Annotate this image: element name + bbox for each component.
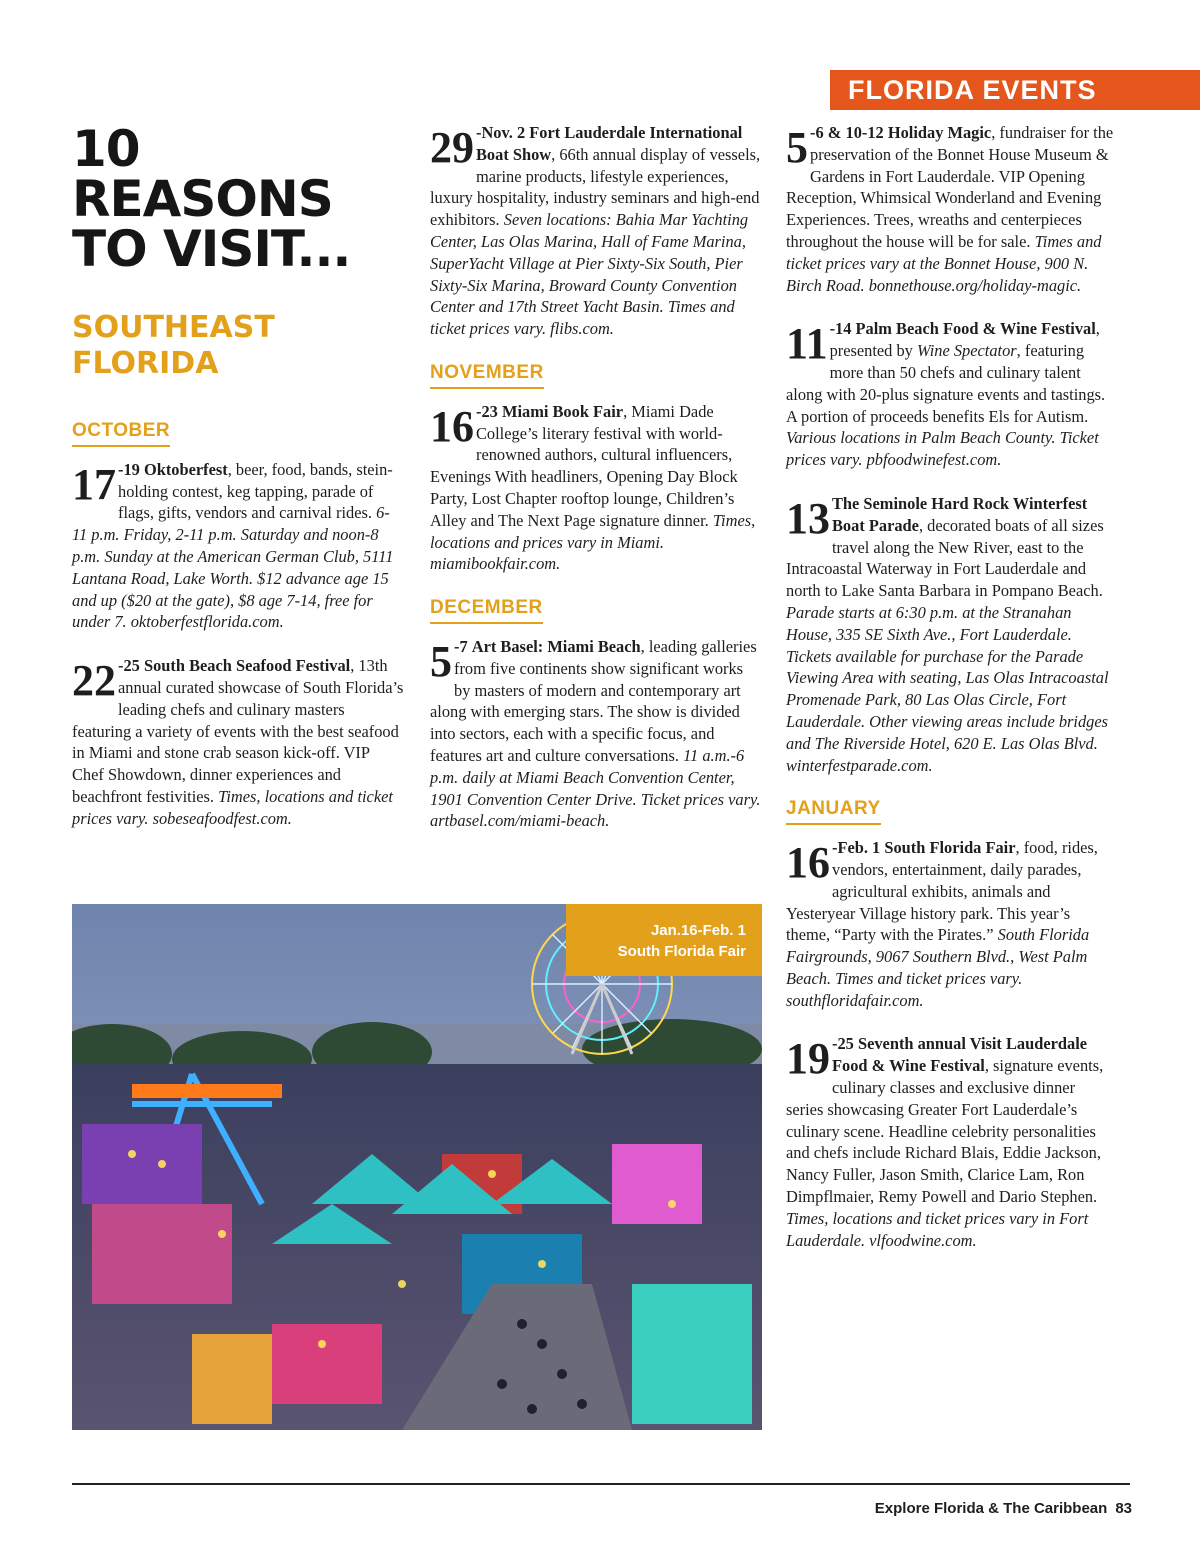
- month-heading-november: NOVEMBER: [430, 362, 544, 389]
- event-info: Times, locations and ticket prices vary. sobeseafoodfest.com.: [72, 786, 393, 828]
- event-name: Fort Lauderdale International Boat Show: [476, 123, 743, 164]
- photo-caption-date: Jan.16-Feb. 1: [650, 922, 746, 939]
- event-day: 5: [430, 636, 452, 686]
- event-description: , Miami Dade College’s literary festival with world-renowned authors, cultural influencers, Evenings With headliners, Opening Day Block Party, Lost Chapter rooftop lounge, Children’s Alley and The Next Page signature dinner.: [430, 401, 738, 530]
- event-seafood-festival: [72, 655, 404, 829]
- month-heading-january: JANUARY: [786, 798, 881, 825]
- event-day: 16: [430, 401, 474, 451]
- event-day: 16: [786, 838, 830, 888]
- event-holiday-magic: [786, 122, 1116, 296]
- event-description-cont: , featuring more than 50 chefs and culinary talent along with 20-plus signature events and tastings. A portion of proceeds benefits Els for Autism.: [786, 341, 1106, 426]
- event-description: , 13th annual curated showcase of South Florida’s leading chefs and culinary masters featuring a variety of events with the best seafood in Miami and stone crab season kick-off. VIP Chef Showdown, dinner experiences and beachfront festivities.: [72, 656, 404, 806]
- event-description: , leading galleries from five continents show significant works by masters of modern and contemporary art along with emerging stars. The show is divided into sectors, each with a specific focus, and features art and culture conversations.: [430, 636, 757, 765]
- event-day: 13: [786, 493, 830, 543]
- event-name: The Seminole Hard Rock Winterfest Boat Parade: [832, 493, 1088, 535]
- event-name: Miami Book Fair: [501, 401, 624, 421]
- event-winterfest: [786, 493, 1116, 776]
- event-description: , 66th annual display of vessels, marine products, lifestyle experiences, luxury hospitality, industry seminars and high-end exhibitors.: [430, 144, 761, 230]
- fair-photo: [72, 904, 762, 1430]
- event-info: Times, locations and ticket prices vary in Fort Lauderdale. vlfoodwine.com.: [786, 1208, 1089, 1250]
- region-heading: SOUTHEAST FLORIDA: [72, 310, 275, 381]
- event-name: Art Basel: Miami Beach: [471, 636, 641, 656]
- event-name: South Florida Fair: [884, 838, 1016, 858]
- event-description: , food, rides, vendors, entertainment, daily parades, agricultural exhibits, animals and Yesteryear Village history park. This year’s theme, “Party with the Pirates.”: [786, 838, 1098, 945]
- event-day: 11: [786, 319, 828, 369]
- event-day-range: -25: [118, 656, 140, 676]
- event-info: Times, locations and prices vary in Miami. miamibookfair.com.: [430, 510, 756, 574]
- event-day: 5: [786, 123, 808, 172]
- event-vl-food-wine: [786, 1033, 1116, 1251]
- event-day: 22: [72, 656, 116, 706]
- event-name: Seventh annual Visit Lauderdale Food & Wine Festival: [832, 1034, 1088, 1076]
- event-day-range: -19: [118, 459, 140, 479]
- event-day: 17: [72, 459, 116, 509]
- event-day-range: -6 & 10-12: [810, 123, 884, 142]
- section-banner: FLORIDA EVENTS: [830, 70, 1200, 110]
- event-info: Parade starts at 6:30 p.m. at the Stranahan House, 335 SE Sixth Ave., Fort Lauderdale. Tickets available for purchase for the Parade Viewing Area with seating, Las Olas Intracoastal Promenade Park, 80 Las Olas Circle, Fort Lauderdale. Other viewing areas include bridges and The Riverside Hotel, 620 E. Las Olas Blvd. winterfestparade.com.: [786, 602, 1109, 775]
- event-sponsor: Wine Spectator: [916, 341, 1017, 361]
- column-3: [786, 122, 1116, 1273]
- event-info: Various locations in Palm Beach County. Ticket prices vary. pbfoodwinefest.com.: [786, 428, 1099, 470]
- event-info: South Florida Fairgrounds, 9067 Southern Blvd., West Palm Beach. Times and ticket prices vary. southfloridafair.com.: [786, 925, 1090, 1010]
- event-name: Palm Beach Food & Wine Festival: [855, 319, 1096, 339]
- event-day: 19: [786, 1034, 830, 1084]
- event-info: 6-11 p.m. Friday, 2-11 p.m. Saturday and noon-8 p.m. Sunday at the American German Club, 5111 Lantana Road, Lake Worth. $12 advance age 15 and up ($20 at the gate), $8 age 7-14, free for under 7. oktoberfestflorida.com.: [72, 503, 394, 632]
- event-info: Seven locations: Bahia Mar Yachting Center, Las Olas Marina, Hall of Fame Marina, SuperYacht Village at Pier Sixty-Six South, Pier Sixty-Six Marina, Broward County Convention Center and 17th Street Yacht Basin. Times and ticket prices vary. flibs.com.: [430, 210, 749, 339]
- photo-caption-tag: [566, 904, 762, 976]
- event-art-basel: [430, 636, 762, 832]
- event-day-range: -14: [829, 319, 852, 339]
- event-south-florida-fair: [786, 837, 1116, 1011]
- column-2: [430, 122, 762, 854]
- month-heading-october: OCTOBER: [72, 420, 170, 447]
- event-day-range: -7: [454, 636, 468, 656]
- page-footer: [875, 1500, 1132, 1517]
- event-day-range: -23: [476, 401, 498, 421]
- event-description: , signature events, culinary classes and exclusive dinner series showcasing Greater Fort Lauderdale’s culinary scene. Headline celebrity personalities and chefs include Richard Blais, Eddie Jackson, Nancy Fuller, Jason Smith, Clarice Lam, Ron Dimpflmaier, Remy Powell and Dario Stephen.: [786, 1056, 1104, 1207]
- event-description: , fundraiser for the preservation of the Bonnet House Museum & Gardens in Fort Lauderdale. VIP Opening Reception, Whimsical Wonderland and Evening Experiences. Trees, wreaths and centerpieces throughout the house will be for sale.: [786, 123, 1114, 251]
- month-heading-december: DECEMBER: [430, 597, 543, 624]
- event-name: South Beach Seafood Festival: [143, 656, 351, 676]
- page-number: 83: [1115, 1500, 1132, 1517]
- event-name: Oktoberfest: [143, 459, 228, 479]
- event-info: 11 a.m.-6 p.m. daily at Miami Beach Convention Center, 1901 Convention Center Drive. Ticket prices vary. artbasel.com/miami-beach.: [430, 745, 761, 831]
- event-day-range: -Feb. 1: [832, 838, 881, 858]
- column-1: [72, 420, 404, 852]
- publication-name: Explore Florida & The Caribbean: [874, 1500, 1108, 1517]
- event-description: , presented by: [829, 319, 1100, 361]
- event-day: 29: [430, 123, 474, 172]
- event-name: Holiday Magic: [887, 123, 992, 142]
- event-info: Times and ticket prices vary at the Bonnet House, 900 N. Birch Road. bonnethouse.org/holiday-magic.: [786, 231, 1102, 295]
- event-day-range: -Nov. 2: [476, 123, 526, 142]
- event-description: , decorated boats of all sizes travel along the New River, east to the Intracoastal Waterway in Fort Lauderdale and north to Lake Santa Barbara in Pompano Beach.: [786, 515, 1104, 601]
- event-boat-show: [430, 122, 762, 340]
- event-oktoberfest: [72, 459, 404, 633]
- footer-divider: [72, 1483, 1130, 1485]
- photo-caption-title: South Florida Fair: [617, 943, 746, 960]
- event-description: , beer, food, bands, stein-holding contest, keg tapping, parade of flags, gifts, vendors and carnival rides.: [118, 459, 393, 523]
- event-book-fair: [430, 401, 762, 575]
- event-day-range: -25: [832, 1034, 854, 1054]
- page-headline: 10 REASONS TO VISIT...: [72, 120, 351, 278]
- event-palm-beach-food-wine: [786, 318, 1116, 471]
- fairgrounds-illustration: [72, 904, 762, 1430]
